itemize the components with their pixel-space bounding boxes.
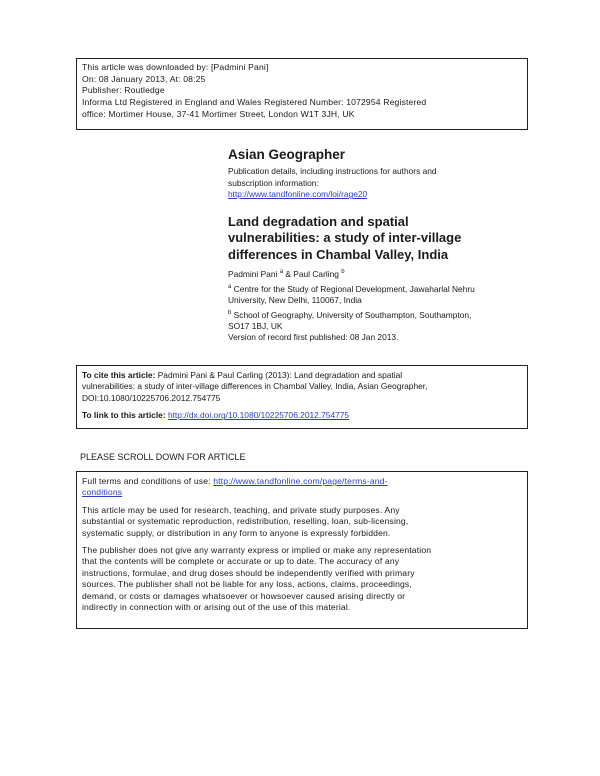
terms-line: This article may be used for research, teaching, and private study purposes. Any <box>82 504 400 515</box>
author-separator: & <box>283 269 294 280</box>
terms-paragraph <box>82 505 522 539</box>
download-info-line: Informa Ltd Registered in England and Wales Registered Number: 1072954 Registered <box>82 97 427 108</box>
doi-link[interactable]: http://dx.doi.org/10.1080/10225706.2012.754775 <box>167 410 350 421</box>
affil-text: Centre for the Study of Regional Development, Jawaharlal Nehru <box>231 283 475 294</box>
affil-sup: a <box>228 283 232 290</box>
affil-sup: b <box>228 309 232 316</box>
affiliation-a <box>228 284 528 307</box>
terms-box <box>76 471 528 629</box>
terms-line: demand, or costs or damages whatsoever or howsoever caused arising directly or <box>82 590 406 601</box>
article-title <box>228 214 528 264</box>
journal-section <box>228 146 528 344</box>
journal-details: subscription information: <box>228 177 319 188</box>
link-label: To link to this article: <box>82 410 168 421</box>
affil-text: School of Geography, University of Southampton, Southampton, <box>231 309 472 320</box>
article-title-line: Land degradation and spatial <box>228 213 409 229</box>
terms-url-link[interactable]: conditions <box>82 487 123 498</box>
article-title-line: vulnerabilities: a study of inter-village <box>228 230 462 246</box>
journal-url-link[interactable]: http://www.tandfonline.com/loi/rage20 <box>228 189 368 200</box>
article-title-line: differences in Chambal Valley, India <box>228 246 449 262</box>
journal-title: Asian Geographer <box>228 147 346 162</box>
download-info-line: office: Mortimer House, 37-41 Mortimer Street, London W1T 3JH, UK <box>82 108 355 119</box>
author-affil-sup: b <box>341 269 345 276</box>
terms-prefix: Full terms and conditions of use: <box>82 476 214 486</box>
terms-line: systematic supply, or distribution in any form to anyone is expressly forbidden. <box>82 527 391 538</box>
citation-box <box>76 365 528 429</box>
terms-line: that the contents will be complete or accurate or up to date. The accuracy of any <box>82 556 400 567</box>
authors <box>228 269 528 281</box>
terms-url-link[interactable]: http://www.tandfonline.com/page/terms-and- <box>213 476 388 486</box>
terms-line: sources. The publisher shall not be liable for any loss, actions, claims, proceedings, <box>82 579 412 590</box>
affiliation-b <box>228 310 528 333</box>
terms-line: The publisher does not give any warranty express or implied or make any representation <box>82 545 432 556</box>
cite-text: DOI:10.1080/10225706.2012.754775 <box>82 392 221 403</box>
cite-label: To cite this article: <box>82 370 156 380</box>
download-info-line: Publisher: Routledge <box>82 85 165 96</box>
terms-line: substantial or systematic reproduction, redistribution, reselling, loan, sub-licensing, <box>82 516 409 527</box>
scroll-notice: PLEASE SCROLL DOWN FOR ARTICLE <box>80 452 246 462</box>
terms-paragraph <box>82 476 522 499</box>
download-info-line: On: 08 January 2013, At: 08:25 <box>82 73 206 84</box>
affil-text: SO17 1BJ, UK <box>228 321 283 331</box>
cite-text: vulnerabilities: a study of inter-village differences in Chambal Valley, India, Asian Geographer, <box>82 381 428 392</box>
author-name: Padmini Pani <box>228 269 278 280</box>
author-name: Paul Carling <box>293 269 339 280</box>
download-info-box <box>76 58 528 130</box>
terms-line: indirectly in connection with or arising out of the use of this material. <box>82 602 351 613</box>
version-record: Version of record first published: 08 Jan 2013. <box>228 332 399 343</box>
author-affil-sup: a <box>279 269 284 276</box>
cite-text: Padmini Pani & Paul Carling (2013): Land degradation and spatial <box>155 370 403 380</box>
download-info-line: This article was downloaded by: [Padmini Pani] <box>82 62 269 72</box>
terms-line: instructions, formulae, and drug doses should be independently verified with primary <box>82 567 415 578</box>
affil-text: University, New Delhi, 110067, India <box>228 295 362 306</box>
journal-details: Publication details, including instructions for authors and <box>228 166 437 176</box>
terms-paragraph <box>82 545 522 613</box>
